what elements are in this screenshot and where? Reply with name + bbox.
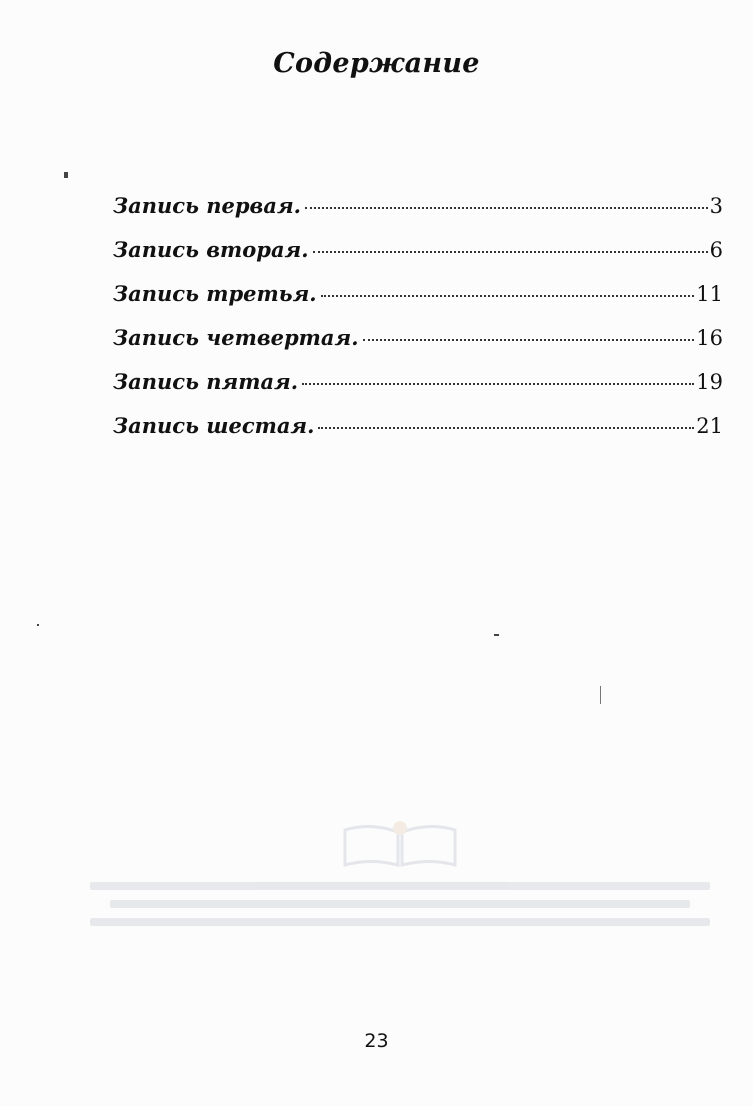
- dot-leader: [363, 339, 695, 341]
- toc-entry-page: 21: [696, 414, 723, 438]
- toc-entry-4[interactable]: [113, 325, 723, 369]
- book-logo-icon: [340, 820, 460, 870]
- toc-entry-1[interactable]: [113, 193, 723, 237]
- toc-entry-label: Запись пятая.: [113, 369, 299, 394]
- toc-entry-label: Запись третья.: [113, 281, 317, 306]
- dot-leader: [302, 383, 694, 385]
- toc-entry-label: Запись вторая.: [113, 237, 309, 262]
- dot-leader: [313, 251, 708, 253]
- toc-entry-3[interactable]: [113, 281, 723, 325]
- toc-entry-2[interactable]: [113, 237, 723, 281]
- page-title: Содержание: [273, 48, 480, 79]
- page-number: 23: [364, 1030, 389, 1052]
- scan-speck: [64, 172, 68, 178]
- toc-entry-page: 6: [709, 238, 723, 262]
- imprint-line: [110, 900, 690, 908]
- scan-speck: [600, 686, 601, 704]
- table-of-contents: [113, 193, 723, 457]
- toc-entry-page: 11: [696, 282, 723, 306]
- dot-leader: [321, 295, 695, 297]
- scan-speck: [37, 624, 39, 626]
- toc-entry-label: Запись четвертая.: [113, 325, 359, 350]
- dot-leader: [305, 207, 708, 209]
- scan-speck: [494, 634, 499, 636]
- toc-entry-label: Запись шестая.: [113, 413, 315, 438]
- toc-entry-6[interactable]: [113, 413, 723, 457]
- imprint-line: [90, 882, 710, 890]
- dot-leader: [318, 427, 694, 429]
- toc-entry-page: 19: [696, 370, 723, 394]
- toc-entry-label: Запись первая.: [113, 193, 301, 218]
- toc-entry-page: 16: [696, 326, 723, 350]
- toc-entry-5[interactable]: [113, 369, 723, 413]
- toc-entry-page: 3: [709, 194, 723, 218]
- imprint-line: [90, 918, 710, 926]
